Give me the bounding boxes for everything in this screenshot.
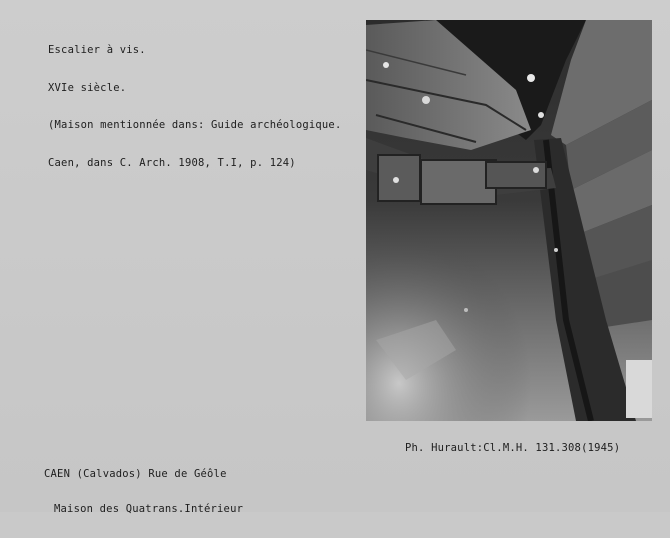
caption-reference-line: (Maison mentionnée dans: Guide archéologique. <box>48 119 342 131</box>
location-caption <box>44 446 243 538</box>
staircase-photo <box>366 20 652 421</box>
building-line: Maison des Quatrans.Intérieur <box>54 502 244 515</box>
photo-credit: Ph. Hurault:Cl.M.H. 131.308(1945) <box>405 442 621 454</box>
title-caption <box>48 19 341 194</box>
caption-title-line: Escalier à vis. <box>48 44 146 56</box>
caption-century-line: XVIe siècle. <box>48 81 127 94</box>
caption-reference-line-2: Caen, dans C. Arch. 1908, T.I, p. 124) <box>48 156 296 169</box>
location-line: CAEN (Calvados) Rue de Géôle <box>44 468 227 480</box>
staircase-photo-image <box>366 20 652 421</box>
